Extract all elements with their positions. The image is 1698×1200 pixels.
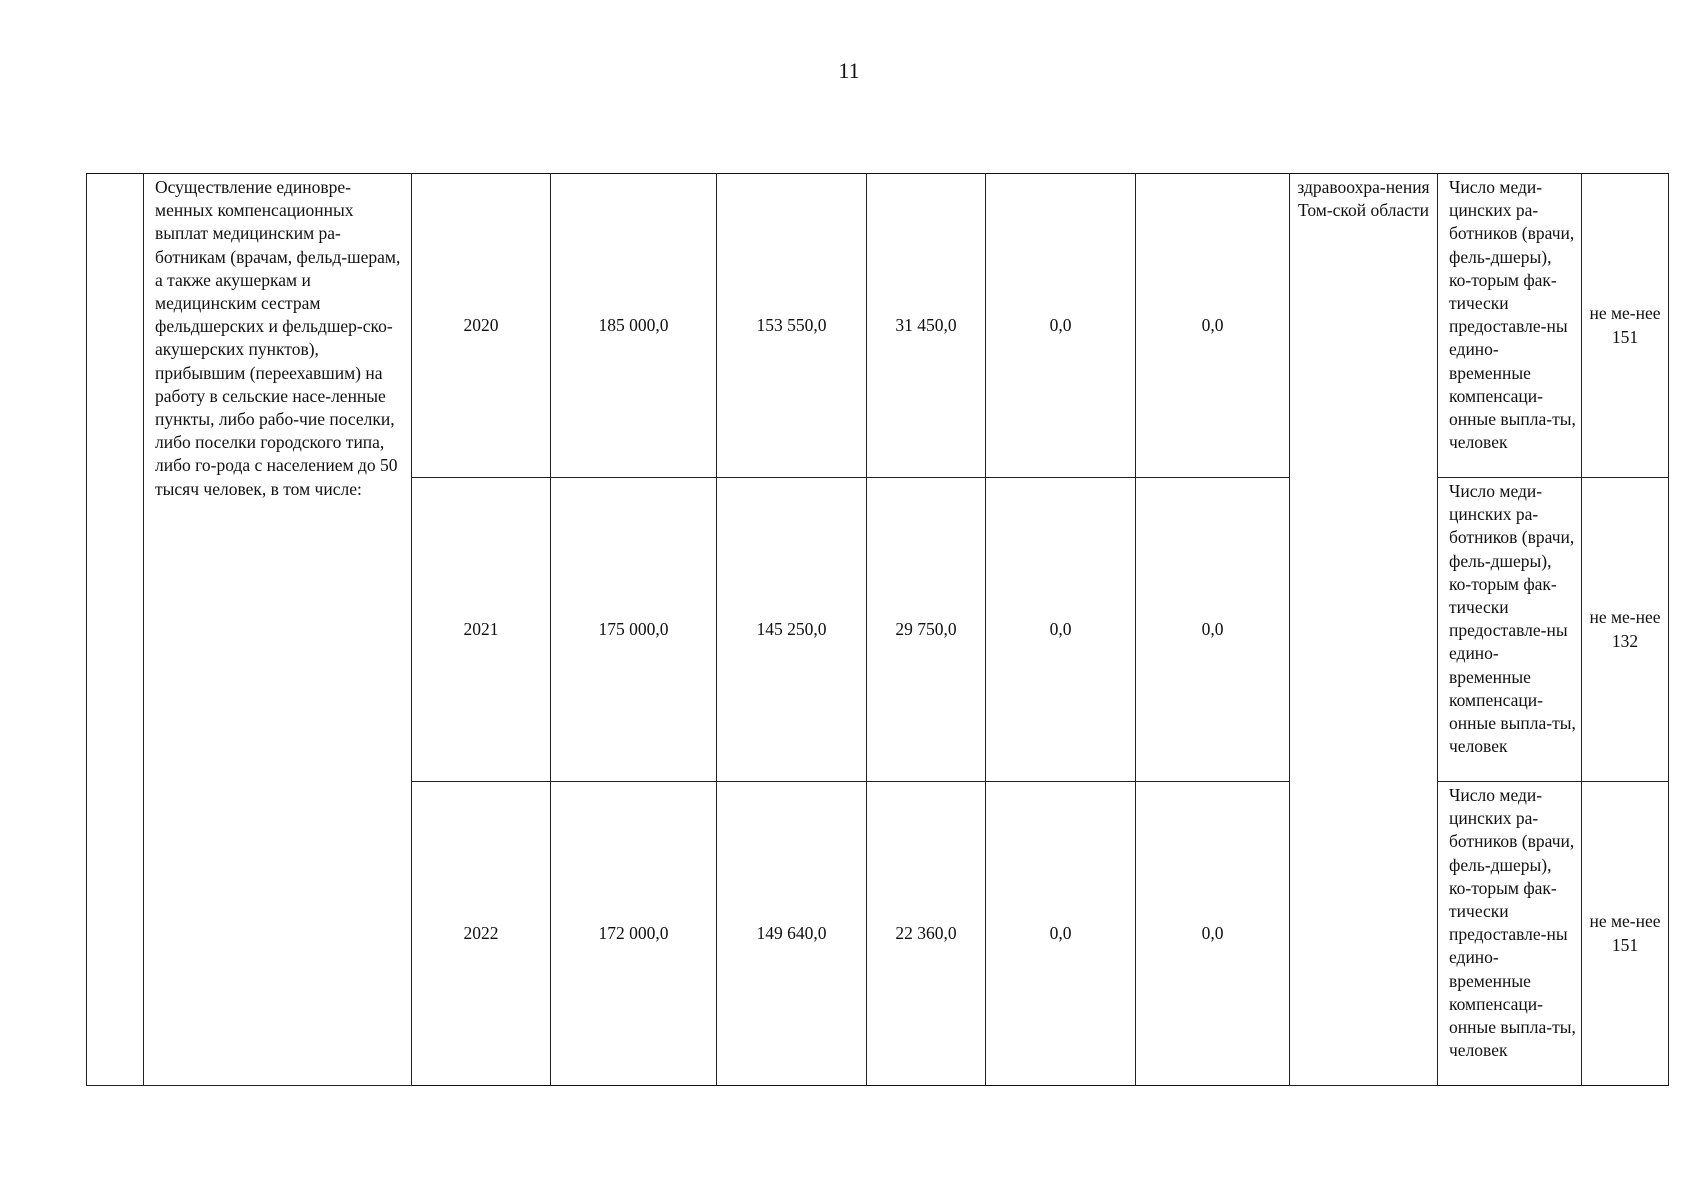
- measure-description: Осуществление единовре-менных компенсационных выплат медицинским ра-ботникам (врачам, фельд-шерам, а также акушеркам и медицинским сестрам фельдшерских и фельдшер-ско-акушерских пунктов), прибывшим (переехавшим) на работу в сельские насе-ленные пункты, либо рабо-чие поселки, либо поселки городского типа, либо го-рода с населением до 50 тысяч человек, в том числе:: [144, 174, 412, 1086]
- executor-cell: здравоохра-нения Том-ской области: [1290, 174, 1438, 1086]
- regional-cell: 31 450,0: [867, 174, 986, 478]
- extra-cell: 0,0: [1136, 174, 1290, 478]
- regional-cell: 22 360,0: [867, 782, 986, 1086]
- regional-cell: 29 750,0: [867, 478, 986, 782]
- page-number: 11: [838, 58, 860, 83]
- local-cell: 0,0: [986, 174, 1136, 478]
- target-cell: не ме-нее 151: [1582, 782, 1669, 1086]
- target-cell: не ме-нее 132: [1582, 478, 1669, 782]
- year-cell: 2020: [412, 174, 551, 478]
- total-cell: 175 000,0: [551, 478, 717, 782]
- local-cell: 0,0: [986, 478, 1136, 782]
- extra-cell: 0,0: [1136, 782, 1290, 1086]
- table-row: [87, 174, 1669, 478]
- total-cell: 172 000,0: [551, 782, 717, 1086]
- indicator-cell: Число меди-цинских ра-ботников (врачи, фель-дшеры), ко-торым фак-тически предоставле-ны едино-временные компенсаци-онные выпла-ты, человек: [1438, 174, 1582, 478]
- federal-cell: 149 640,0: [717, 782, 867, 1086]
- funding-table: [86, 173, 1669, 1086]
- indicator-cell: Число меди-цинских ра-ботников (врачи, фель-дшеры), ко-торым фак-тически предоставле-ны едино-временные компенсаци-онные выпла-ты, человек: [1438, 478, 1582, 782]
- target-cell: не ме-нее 151: [1582, 174, 1669, 478]
- local-cell: 0,0: [986, 782, 1136, 1086]
- federal-cell: 145 250,0: [717, 478, 867, 782]
- extra-cell: 0,0: [1136, 478, 1290, 782]
- index-cell: [87, 174, 144, 1086]
- federal-cell: 153 550,0: [717, 174, 867, 478]
- year-cell: 2022: [412, 782, 551, 1086]
- indicator-cell: Число меди-цинских ра-ботников (врачи, фель-дшеры), ко-торым фак-тически предоставле-ны едино-временные компенсаци-онные выпла-ты, человек: [1438, 782, 1582, 1086]
- year-cell: 2021: [412, 478, 551, 782]
- total-cell: 185 000,0: [551, 174, 717, 478]
